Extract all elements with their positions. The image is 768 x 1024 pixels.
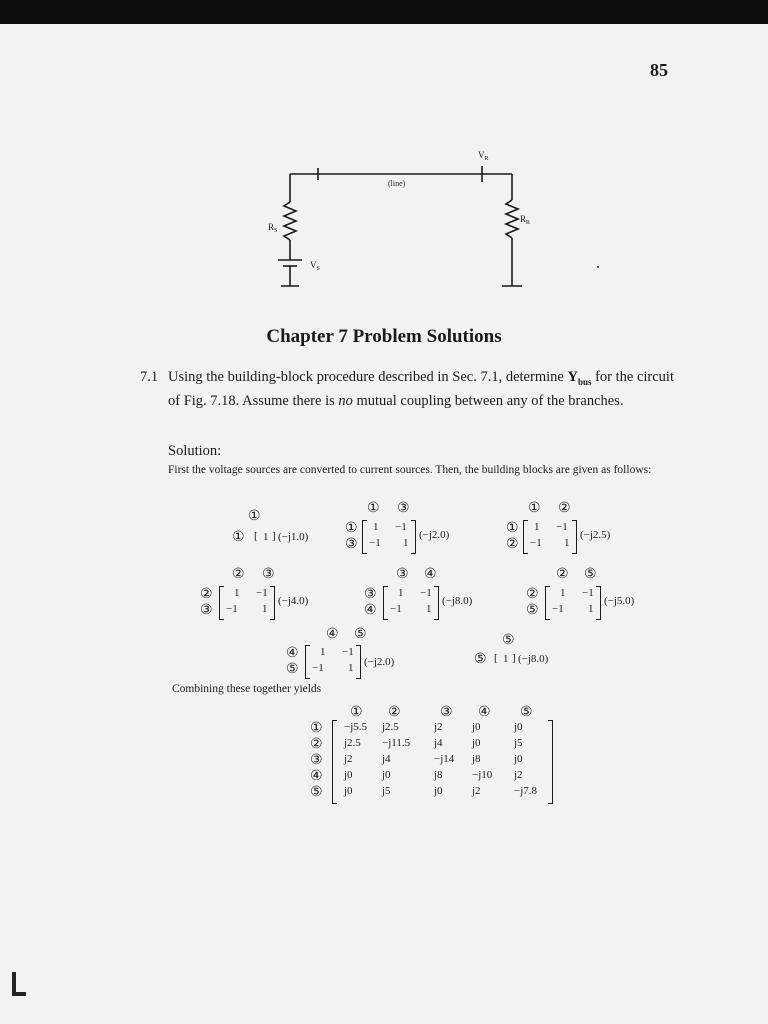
matrix-entry: (−j5.0) — [604, 595, 635, 607]
ybus-cell: j0 — [434, 785, 443, 797]
matrix-entry: ] — [272, 530, 276, 542]
matrix-entry: 1 — [320, 646, 326, 658]
matrix-entry: 1 — [234, 587, 240, 599]
matrix-entry: −1 — [582, 587, 594, 599]
matrix-entry: −1 — [552, 603, 564, 615]
ybus-matrix — [310, 704, 570, 804]
matrix-entry: −1 — [530, 537, 542, 549]
matrix-entry: ⑤ — [526, 603, 539, 618]
matrix-bracket — [548, 720, 553, 804]
ybus-cell: j0 — [472, 737, 481, 749]
matrix-entry: 1 — [503, 653, 509, 665]
ybus-cell: j0 — [344, 785, 353, 797]
ybus-cell: −j14 — [434, 753, 455, 765]
matrix-entry: ① — [345, 521, 358, 536]
matrix-entry: ⑤ — [502, 633, 515, 648]
matrix-entry: 1 — [263, 531, 269, 543]
problem-text: Using the building-block procedure described in Sec. 7.1, determine $Y_{bus}$ for the circuit of Fig. 7.18. Assume there is no mutual coupling between any of the branches. — [168, 369, 674, 409]
resistor-rr — [506, 200, 518, 238]
matrix-entry: −1 — [226, 603, 238, 615]
matrix-bracket — [596, 586, 601, 620]
matrix-entry: ⑤ — [474, 652, 487, 667]
matrix-bracket — [523, 520, 528, 554]
label-line: (line) — [388, 179, 406, 188]
solution-label: Solution: — [168, 443, 222, 459]
label-rr: $R_R$ — [520, 214, 531, 226]
matrix-entry: 1 — [564, 537, 570, 549]
ybus-cell: −j11.5 — [382, 737, 411, 749]
matrix-entry: (−j2.5) — [580, 529, 611, 541]
matrix-entry: −1 — [390, 603, 402, 615]
combine-text: Combining these together yields — [172, 683, 322, 695]
matrix-entry: ② — [526, 587, 539, 602]
scan-top-edge-curl — [0, 18, 30, 35]
ybus-row-label: ⑤ — [310, 785, 323, 800]
matrix-entry: ③ — [396, 567, 409, 582]
matrix-entry: 1 — [426, 603, 432, 615]
ybus-col-label: ① — [350, 705, 363, 720]
matrix-entry: −1 — [556, 521, 568, 533]
matrix-entry: ③ — [262, 567, 275, 582]
matrix-entry: (−j2.0) — [419, 529, 450, 541]
matrix-entry: ① — [528, 501, 541, 516]
ybus-cell: j0 — [472, 721, 481, 733]
matrix-entry: ⑤ — [354, 627, 367, 642]
ybus-cell: j2 — [434, 721, 443, 733]
matrix-entry: ④ — [424, 567, 437, 582]
ybus-row-label: ④ — [310, 769, 323, 784]
matrix-bracket — [572, 520, 577, 554]
matrix-bracket — [356, 645, 361, 679]
scan-speck — [597, 266, 599, 268]
ybus-cell: j8 — [434, 769, 443, 781]
ybus-cell: j0 — [514, 753, 523, 765]
ybus-cell: j0 — [382, 769, 391, 781]
matrix-entry: −1 — [342, 646, 354, 658]
matrix-entry: ① — [506, 521, 519, 536]
label-rs: $R_S$ — [268, 222, 278, 234]
matrix-entry: ② — [200, 587, 213, 602]
solution-intro: First the voltage sources are converted to current sources. Then, the building blocks are given as follows: — [168, 464, 652, 476]
ybus-cell: j2 — [514, 769, 523, 781]
ybus-row-label: ② — [310, 737, 323, 752]
matrix-entry: ] — [512, 652, 516, 664]
matrix-entry: 1 — [373, 521, 379, 533]
ybus-row-label: ③ — [310, 753, 323, 768]
matrix-bracket — [219, 586, 224, 620]
matrix-entry: 1 — [403, 537, 409, 549]
scan-top-edge — [0, 0, 768, 24]
ybus-cell: −j7.8 — [514, 785, 538, 797]
matrix-entry: −1 — [256, 587, 268, 599]
matrix-entry: [ — [254, 530, 258, 542]
matrix-entry: ① — [248, 509, 261, 524]
ybus-cell: j2.5 — [344, 737, 361, 749]
ybus-cell: j2.5 — [382, 721, 399, 733]
matrix-entry: ④ — [286, 646, 299, 661]
matrix-entry: ① — [232, 530, 245, 545]
matrix-entry: (−j4.0) — [278, 595, 309, 607]
matrix-entry: ② — [232, 567, 245, 582]
matrix-entry: (−j2.0) — [364, 656, 395, 668]
matrix-entry: ④ — [326, 627, 339, 642]
ybus-cell: j4 — [434, 737, 443, 749]
problem-number: 7.1 — [140, 369, 159, 385]
ybus-cell: j2 — [472, 785, 481, 797]
chapter-title: Chapter 7 Problem Solutions — [266, 326, 502, 347]
ybus-col-label: ⑤ — [520, 705, 533, 720]
matrix-entry: 1 — [588, 603, 594, 615]
ybus-row-label: ① — [310, 721, 323, 736]
matrix-entry: ③ — [397, 501, 410, 516]
matrix-bracket — [305, 645, 310, 679]
matrix-entry: −1 — [369, 537, 381, 549]
ybus-cell: j8 — [472, 753, 481, 765]
matrix-entry: ② — [506, 537, 519, 552]
ybus-cell: −j10 — [472, 769, 493, 781]
label-vs: $V_S$ — [310, 260, 320, 272]
matrix-entry: 1 — [262, 603, 268, 615]
matrix-bracket — [545, 586, 550, 620]
ybus-col-label: ② — [388, 705, 401, 720]
ybus-col-label: ③ — [440, 705, 453, 720]
ybus-cell: j0 — [344, 769, 353, 781]
matrix-bracket — [270, 586, 275, 620]
label-vr: $V_R$ — [478, 150, 489, 162]
matrix-entry: ③ — [364, 587, 377, 602]
page-number: 85 — [650, 60, 668, 80]
circuit-diagram — [250, 140, 550, 300]
matrix-entry: (−j8.0) — [518, 653, 549, 665]
matrix-bracket — [362, 520, 367, 554]
matrix-entry: −1 — [395, 521, 407, 533]
matrix-entry: (−j8.0) — [442, 595, 473, 607]
matrix-entry: ② — [558, 501, 571, 516]
ybus-cell: j4 — [382, 753, 391, 765]
matrix-entry: ① — [367, 501, 380, 516]
ybus-cell: −j5.5 — [344, 721, 368, 733]
resistor-rs — [284, 202, 296, 240]
matrix-entry: (−j1.0) — [278, 531, 309, 543]
matrix-entry: 1 — [348, 662, 354, 674]
matrix-entry: 1 — [560, 587, 566, 599]
matrix-entry: 1 — [534, 521, 540, 533]
matrix-entry: [ — [494, 652, 498, 664]
ybus-cell: j5 — [514, 737, 523, 749]
matrix-entry: −1 — [420, 587, 432, 599]
matrix-entry: ⑤ — [584, 567, 597, 582]
matrix-entry: ③ — [200, 603, 213, 618]
matrix-entry: −1 — [312, 662, 324, 674]
matrix-entry: ② — [556, 567, 569, 582]
ybus-cell: j5 — [382, 785, 391, 797]
ybus-cell: j0 — [514, 721, 523, 733]
ybus-col-label: ④ — [478, 705, 491, 720]
scan-binding-mark-foot — [12, 992, 26, 996]
matrix-entry: ⑤ — [286, 662, 299, 677]
matrix-bracket — [434, 586, 439, 620]
matrix-entry: ③ — [345, 537, 358, 552]
ybus-cell: j2 — [344, 753, 353, 765]
matrix-entry: ④ — [364, 603, 377, 618]
matrix-entry: 1 — [398, 587, 404, 599]
matrix-bracket — [411, 520, 416, 554]
matrix-bracket — [383, 586, 388, 620]
matrix-bracket — [332, 720, 337, 804]
